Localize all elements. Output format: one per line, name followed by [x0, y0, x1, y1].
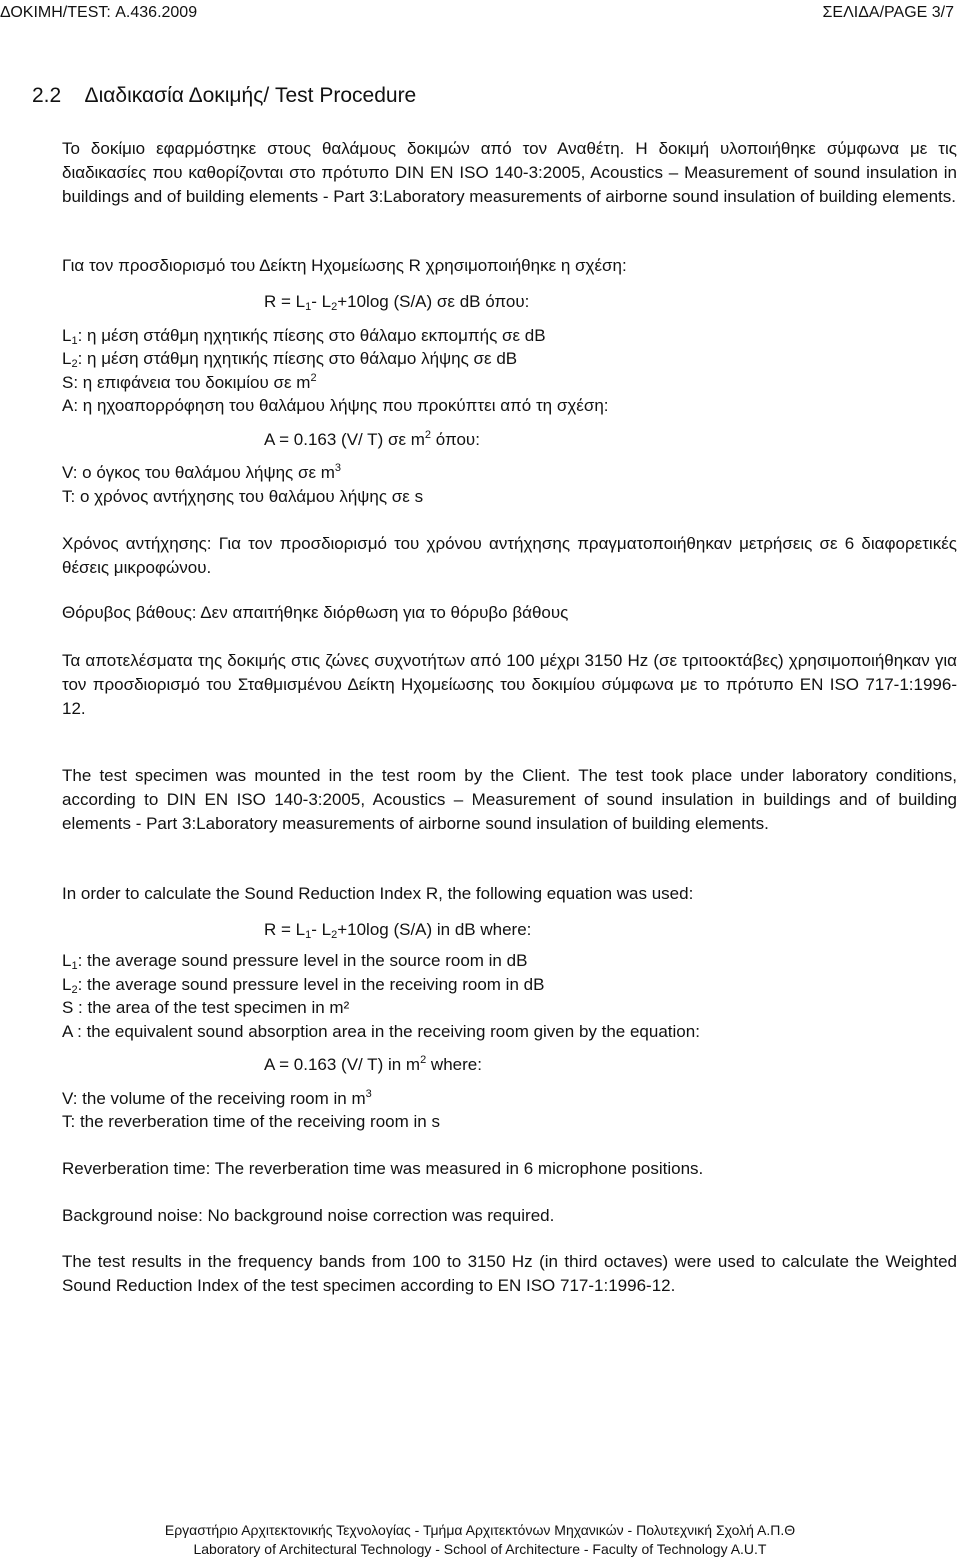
english-equation-r: $R = L_1-$ $L_2+10\log$ (S/A) in dB where: [264, 920, 532, 941]
english-equation-a: A = 0.163 (V/ T) in $m^2$ where: [264, 1054, 482, 1074]
english-s-definition: S : the area of the test specimen in m² [62, 998, 350, 1017]
greek-a-definition: A: η ηχοαπορρόφηση του θαλάμου λήψης που προκύπτει από τη σχέση: [62, 396, 609, 415]
greek-l1-definition: $L_1$: η μέση στάθμη ηχητικής πίεσης στο θάλαμο εκπομπής σε dB [62, 326, 546, 347]
greek-intro-paragraph: Το δοκίμιο εφαρμόστηκε στους θαλάμους δοκιμών από τον Αναθέτη. Η δοκιμή υλοποιήθηκε σύμφωνα με τις διαδικασίες που καθορίζονται στο πρότυπο DIN EN ISO 140-3:2005, Acoustics – Measurement of sound insulation in buildings and of building elements - Part 3:Laboratory measurements of airborne sound insulation of building elements. [62, 139, 957, 206]
english-a-definition: A : the equivalent sound absorption area in the receiving room given by the equation: [62, 1022, 700, 1041]
greek-l2-definition: $L_2$: η μέση στάθμη ηχητικής πίεσης στο θάλαμο λήψης σε dB [62, 349, 518, 370]
greek-v-definition: V: ο όγκος του θαλάμου λήψης σε $m^3$ [62, 462, 342, 482]
english-results-paragraph: The test results in the frequency bands from 100 to 3150 Hz (in third octaves) were used to calculate the Weighted Sound Reduction Index of the test specimen according to EN ISO 717-1:1996-12. [62, 1252, 957, 1295]
english-intro-paragraph: The test specimen was mounted in the test room by the Client. The test took place under laboratory conditions, according to DIN EN ISO 140-3:2005, Acoustics – Measurement of sound insulation in buildings and of building elements - Part 3:Laboratory measurements of airborne sound insulation of building elements. [62, 766, 957, 833]
page-number: ΣΕΛΙΔΑ/PAGE 3/7 [822, 4, 954, 21]
english-v-definition: V: the volume of the receiving room in $m^3$ [62, 1088, 372, 1108]
english-noise-paragraph: Background noise: No background noise correction was required. [62, 1206, 555, 1225]
greek-s-definition: S: η επιφάνεια του δοκιμίου σε $m^2$ [62, 372, 317, 392]
greek-reverberation-paragraph: Χρόνος αντήχησης: Για τον προσδιορισμό του χρόνου αντήχησης πραγματοποιήθηκαν μετρήσεις σε 6 διαφορετικές θέσεις μικροφώνου. [62, 534, 957, 577]
english-reverberation-paragraph: Reverberation time: The reverberation time was measured in 6 microphone positions. [62, 1159, 704, 1178]
english-l2-definition: $L_2$: the average sound pressure level in the receiving room in dB [62, 975, 545, 996]
footer-greek: Εργαστήριο Αρχιτεκτονικής Τεχνολογίας - Τμήμα Αρχιτεκτόνων Μηχανικών - Πολυτεχνική Σχολή Α.Π.Θ [164, 1522, 796, 1538]
section-title: Διαδικασία Δοκιμής/ Test Procedure [84, 84, 417, 107]
english-calc-intro: In order to calculate the Sound Reduction Index R, the following equation was used: [62, 884, 694, 903]
greek-results-paragraph: Τα αποτελέσματα της δοκιμής στις ζώνες συχνοτήτων από 100 μέχρι 3150 Hz (σε τριτοοκτάβες) χρησιμοποιήθηκαν για τον προσδιορισμό του Σταθμισμένου Δείκτη Ηχομείωσης του δοκιμίου σύμφωνα με το πρότυπο EN ISO 717-1:1996-12. [62, 651, 957, 718]
greek-noise-paragraph: Θόρυβος βάθους: Δεν απαιτήθηκε διόρθωση για το θόρυβο βάθους [62, 603, 569, 622]
greek-equation-r: $R = L_1-$ $L_2+10\log$ (S/A) σε dB όπου: [264, 292, 530, 313]
english-l1-definition: $L_1$: the average sound pressure level in the source room in dB [62, 951, 528, 972]
greek-calc-intro: Για τον προσδιορισμό του Δείκτη Ηχομείωσης R χρησιμοποιήθηκε η σχέση: [62, 256, 627, 275]
greek-t-definition: T: ο χρόνος αντήχησης του θαλάμου λήψης σε s [62, 487, 424, 506]
section-heading [32, 84, 416, 108]
doc-test-id: ΔΟΚΙΜΗ/TEST: Α.436.2009 [0, 4, 198, 21]
footer-english: Laboratory of Architectural Technology - School of Architecture - Faculty of Technology A.U.T [193, 1541, 767, 1557]
section-number: 2.2 [32, 84, 62, 107]
english-t-definition: T: the reverberation time of the receiving room in s [62, 1112, 440, 1131]
greek-equation-a: A = 0.163 (V/ T) σε $m^2$ όπου: [264, 429, 480, 449]
